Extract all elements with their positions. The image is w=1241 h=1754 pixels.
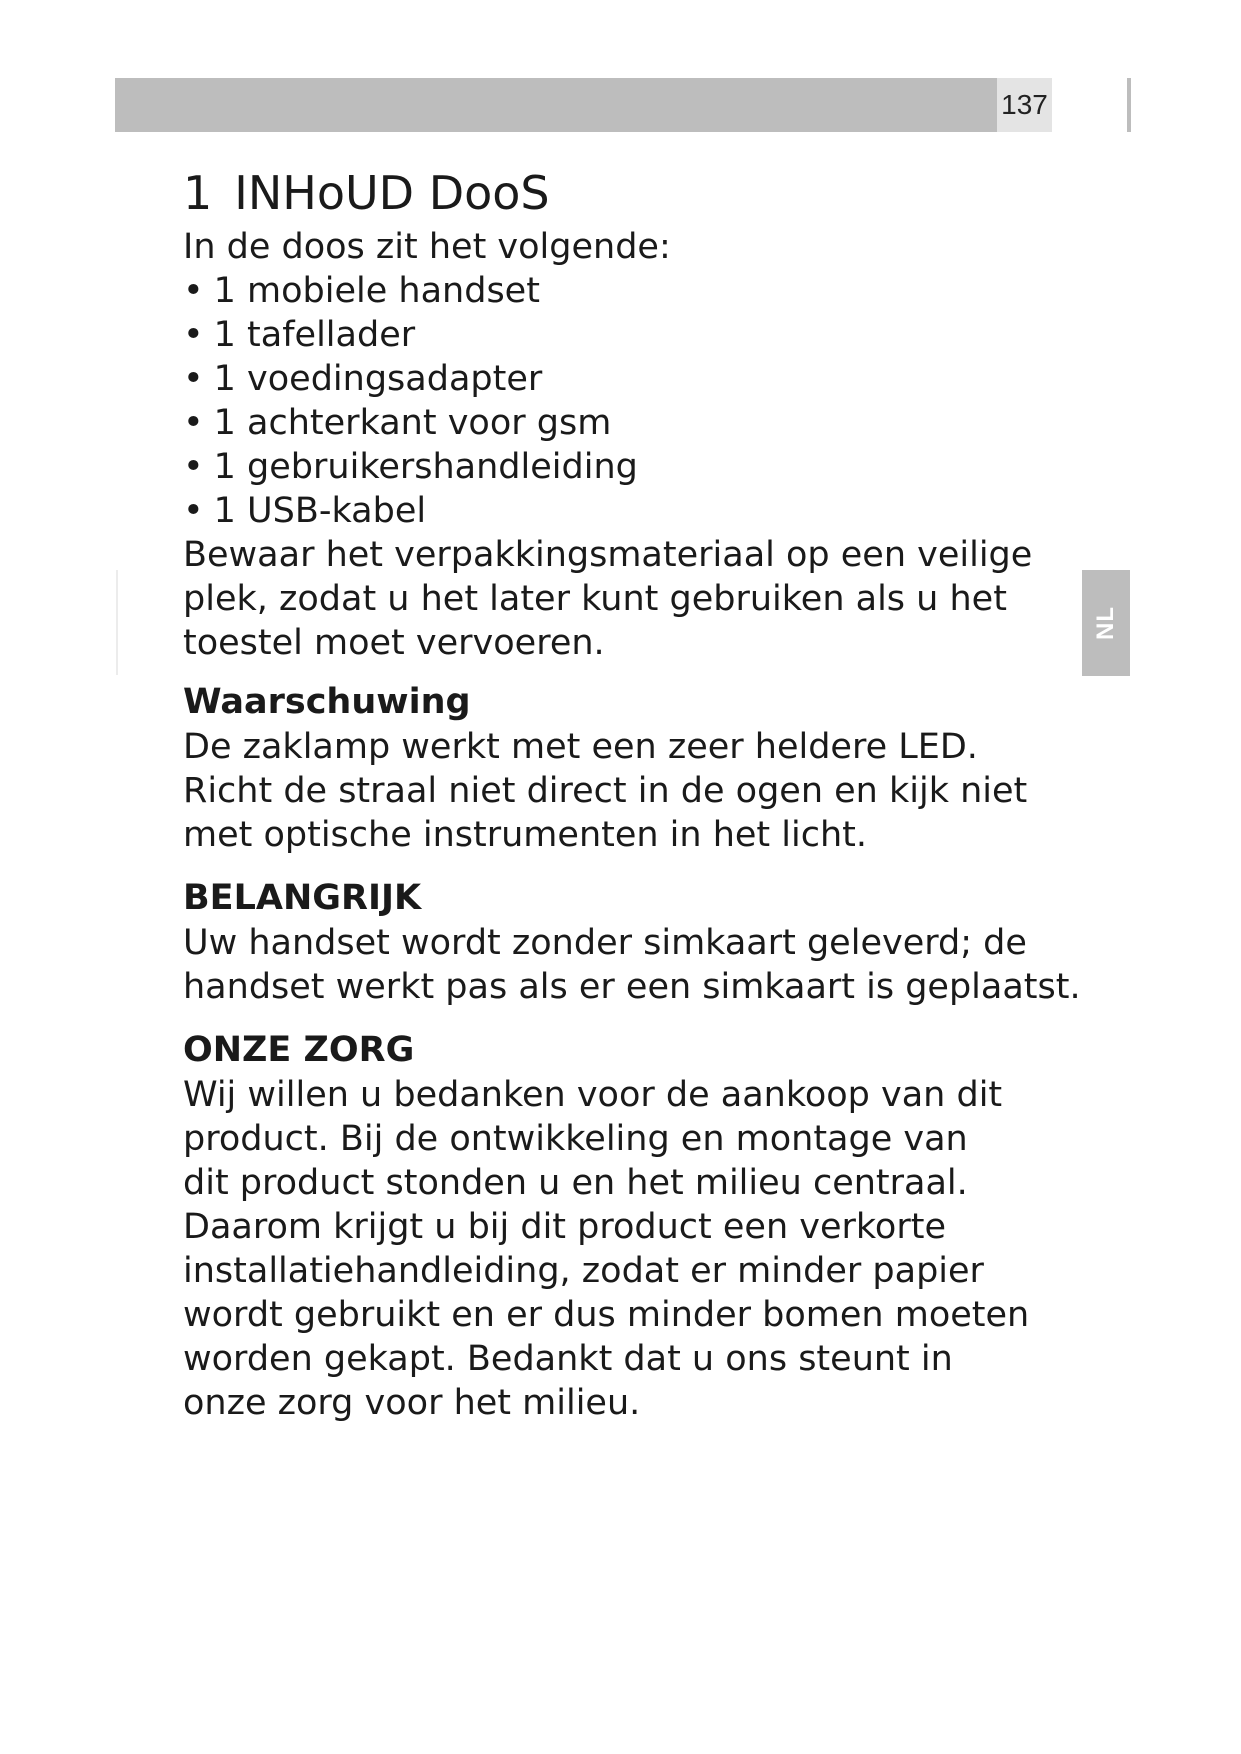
paragraph-line: Bewaar het verpakkingsmateriaal op een veilige <box>183 535 1033 575</box>
paragraph-line: Richt de straal niet direct in de ogen en kijk niet <box>183 771 1028 811</box>
our-care-heading: ONZE ZORG <box>183 1030 415 1070</box>
list-item: • 1 voedingsadapter <box>183 359 543 399</box>
paragraph-line: wordt gebruikt en er dus minder bomen moeten <box>183 1295 1030 1335</box>
paragraph-line: met optische instrumenten in het licht. <box>183 815 868 855</box>
language-tab <box>1082 570 1130 676</box>
header-bar <box>115 78 997 132</box>
bullet-icon: • <box>183 403 204 443</box>
page-number: 137 <box>997 78 1052 132</box>
bullet-icon: • <box>183 447 204 487</box>
section-title-text: INHoUD DooS <box>234 166 550 220</box>
paragraph-line: Uw handset wordt zonder simkaart geleverd; de <box>183 923 1027 963</box>
our-care-text <box>183 1073 1083 1425</box>
intro-text: In de doos zit het volgende: <box>183 227 671 267</box>
list-item: • 1 gebruikershandleiding <box>183 447 638 487</box>
bullet-icon: • <box>183 359 204 399</box>
paragraph-line: product. Bij de ontwikkeling en montage van <box>183 1119 968 1159</box>
warning-heading: Waarschuwing <box>183 682 471 722</box>
important-heading: BELANGRIJK <box>183 878 422 918</box>
important-text <box>183 921 1083 1009</box>
list-item: • 1 tafellader <box>183 315 416 355</box>
paragraph-line: onze zorg voor het milieu. <box>183 1383 641 1423</box>
list-item: • 1 mobiele handset <box>183 271 540 311</box>
section-number: 1 <box>183 166 213 220</box>
bullet-icon: • <box>183 491 204 531</box>
list-item: • 1 achterkant voor gsm <box>183 403 612 443</box>
storage-note <box>183 533 1083 665</box>
page-content <box>183 160 1083 1425</box>
paragraph-line: Daarom krijgt u bij dit product een verkorte <box>183 1207 946 1247</box>
box-contents-list <box>183 269 1083 533</box>
paragraph-line: dit product stonden u en het milieu centraal. <box>183 1163 968 1203</box>
language-tab-label: NL <box>1092 606 1119 640</box>
margin-line <box>116 570 118 675</box>
section-title <box>183 160 1083 226</box>
paragraph-line: toestel moet vervoeren. <box>183 623 605 663</box>
paragraph-line: worden gekapt. Bedankt dat u ons steunt in <box>183 1339 953 1379</box>
paragraph-line: installatiehandleiding, zodat er minder papier <box>183 1251 984 1291</box>
paragraph-line: De zaklamp werkt met een zeer heldere LED. <box>183 727 978 767</box>
paragraph-line: handset werkt pas als er een simkaart is geplaatst. <box>183 967 1081 1007</box>
paragraph-line: Wij willen u bedanken voor de aankoop van dit <box>183 1075 1003 1115</box>
paragraph-line: plek, zodat u het later kunt gebruiken als u het <box>183 579 1007 619</box>
bullet-icon: • <box>183 271 204 311</box>
bullet-icon: • <box>183 315 204 355</box>
warning-text <box>183 725 1083 857</box>
header-tick-mark <box>1127 78 1131 132</box>
list-item: • 1 USB-kabel <box>183 491 427 531</box>
